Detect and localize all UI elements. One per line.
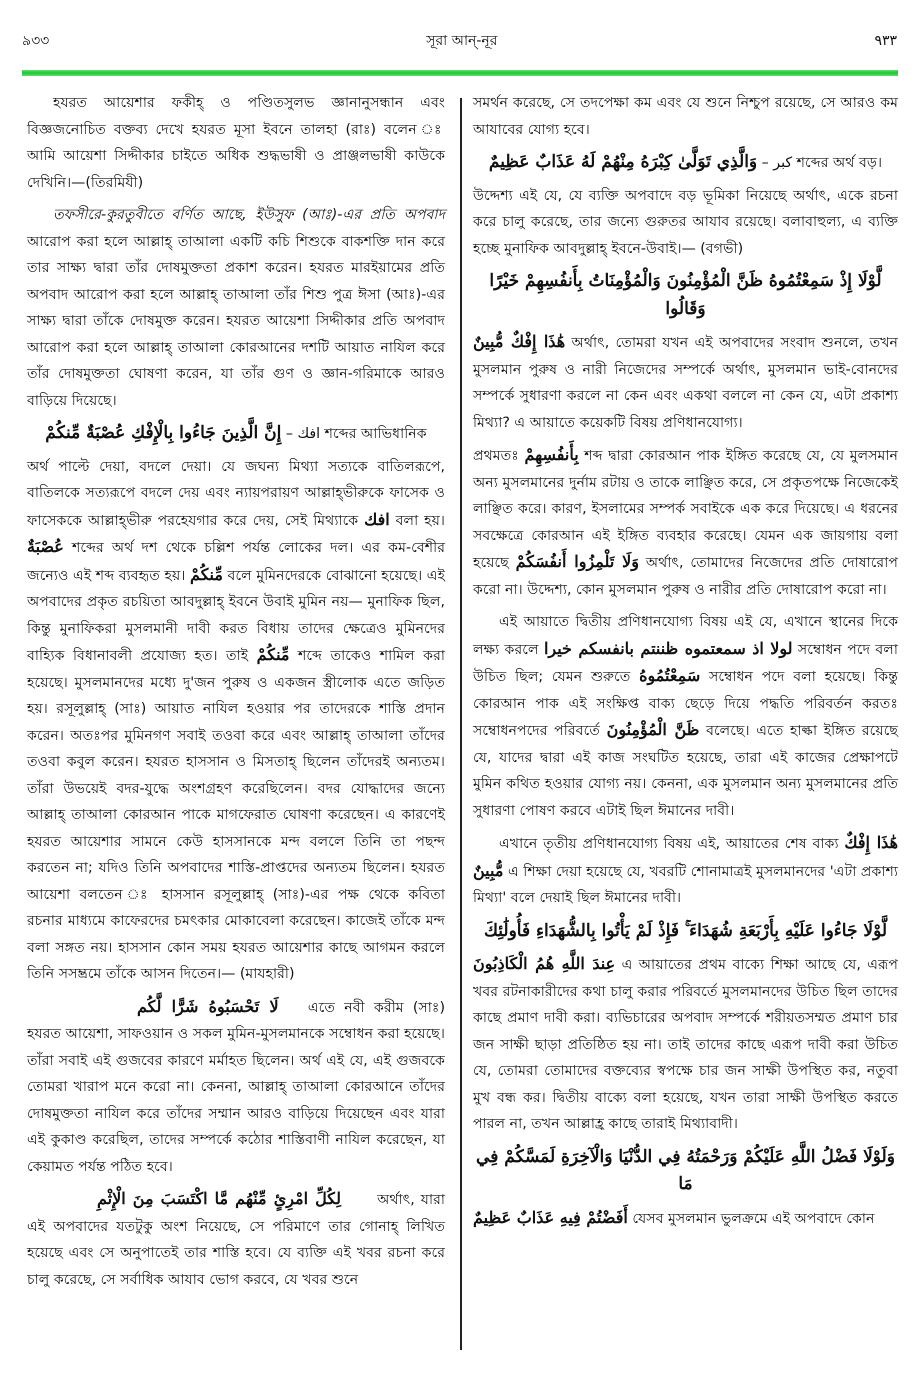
- verse-line: [473, 1144, 898, 1199]
- text: সম্বোধন পদে বলা হয়েছে। কিন্তু কোরআন পাক এই সংক্ষিপ্ত বাক্য ছেড়ে দিয়ে পদ্ধতি পরিবর্তন করতঃ সম্বোধনপদের পরিবর্তে: [473, 669, 898, 739]
- paragraph: [27, 454, 445, 988]
- arabic-word: لولا اذ سمعتموه ظننتم بانفسكم خيرا: [543, 638, 793, 658]
- text: সাফওয়ান ও সকল মুমিন-মুসলমানকে সম্বোধন করা হয়েছে। তাঁরা সবাই এই গুজবের কারণে মর্মাহত ছিলেন। অর্থ এই যে, এই গুজবকে তোমরা খারাপ মনে করো না। কেননা, আল্লাহ্ তাআলা কোরআনে তাঁদের দোষমুক্ততা নাযিল করে তাঁদের সম্মান আরও বাড়িয়ে দিয়েছেন এবং যারা এই কুকাণ্ড করেছিল, তাদের সম্পর্কে কঠোর শাস্তিবাণী নাযিল করেছেন, যা কেয়ামত পর্যন্ত পঠিত হবে।: [27, 1026, 445, 1175]
- text: এই আয়াতে দ্বিতীয় প্রণিধানযোগ্য বিষয় এই যে, এখানে স্থানের দিকে লক্ষ্য করলে: [473, 614, 898, 658]
- italic-text: তফসীরে-কুরতুবীতে বর্ণিত আছে, ইউসুফ (আঃ)-এর প্রতি অপবাদ: [53, 207, 445, 223]
- verse-note: – افك শব্দের আভিধানিক: [285, 426, 427, 442]
- paragraph: [27, 202, 445, 414]
- arabic-verse: لَّوْلَا جَاءُوا عَلَيْهِ بِأَرْبَعَةِ شُهَدَاءَ ۚ فَإِذْ لَمْ يَأْتُوا بِالشُّهَدَاءِ فَأُولَٰئِكَ: [483, 920, 888, 941]
- arabic-word: سَمِعْتُمُوهُ: [639, 666, 701, 685]
- text: এখানে তৃতীয় প্রণিধানযোগ্য বিষয় এই, আয়াতের শেষ বাক্য: [499, 836, 839, 852]
- text: সম্বোধন পদে বলা উচিত ছিল; যেমন শুরুতে: [473, 641, 898, 685]
- arabic-verse: لِكُلِّ امْرِئٍ مِّنْهُم مَّا اكْتَسَبَ مِنَ الْإِثْمِ: [97, 1189, 342, 1208]
- arabic-word: ظَنَّ الْمُؤْمِنُونَ: [606, 720, 700, 739]
- paragraph: সমর্থন করেছে, সে তদপেক্ষা কম এবং যে শুনে নিশ্চুপ রয়েছে, সে আরও কম আযাবের যোগ্য হবে।: [473, 95, 898, 138]
- verse-note: – كبر শব্দের অর্থ বড়।: [761, 155, 883, 171]
- text: এতে নবী করীম (সাঃ) হযরত আয়েশা,: [27, 999, 446, 1042]
- arabic-verse: لَا تَحْسَبُوهُ شَرًّا لَّكُم: [137, 996, 279, 1016]
- text: অর্থাৎ, যারা এই: [27, 1192, 446, 1235]
- paragraph: [473, 830, 898, 912]
- text: প্রথমতঃ: [473, 448, 519, 464]
- verse-line: [473, 918, 898, 946]
- arabic-verse: عِندَ اللَّهِ هُمُ الْكَاذِبُونَ: [473, 954, 616, 973]
- text: শব্দের অর্থ দশ থেকে চল্লিশ পর্যন্ত লোকের দল। এর কম-বেশীর জন্যেও এই শব্দ ব্যবহৃত হয়।: [27, 540, 445, 584]
- text: আরোপ করা হলে আল্লাহ্ তাআলা একটি কচি শিশুকে বাকশক্তি দান করে তার সাক্ষ্য দ্বারা তাঁর দোষমুক্ততা প্রকাশ করেন। হযরত মারইয়ামের প্রতি অপবাদ আরোপ করা হলে আল্লাহ্ তাআলা তাঁর শিশু পুত্র ঈসা (আঃ)-এর সাক্ষ্য দ্বারা তাঁকে দোষমুক্ত করেন। হযরত আয়েশা সিদ্দীকার প্রতি অপবাদ আরোপ করা হলে আল্লাহ্ তাআলা কোরআনের দশটি আয়াত নাযিল করে তাঁর দোষমুক্ততা ঘোষণা করেন, যা তাঁর গুণ ও জ্ঞান-গরিমাকে আরও বাড়িয়ে দিয়েছে।: [27, 233, 445, 409]
- paragraph: উদ্দেশ্য এই যে, যে ব্যক্তি অপবাদে বড় ভূমিকা নিয়েছে অর্থাৎ, একে রচনা করে চালু করেছে, তার জন্যে গুরুতর আযাব রয়েছে। বলাবাহুল্য, এ ব্যক্তি হচ্ছে মুনাফিক আবদুল্লাহ্ ইবনে-উবাই।— (বগভী): [473, 187, 898, 257]
- paragraph: [473, 329, 898, 436]
- arabic-verse: لَّوْلَا إِذْ سَمِعْتُمُوهُ ظَنَّ الْمُؤْمِنُونَ وَالْمُؤْمِنَاتُ بِأَنفُسِهِمْ خَيْرًا وَقَالُوا: [489, 271, 882, 319]
- surah-title: সূরা আন্-নূর: [426, 33, 498, 49]
- paragraph: [473, 609, 898, 824]
- arabic-word: مِّنكُمْ: [256, 645, 290, 664]
- text: বলেছে। এতে হাল্কা ইঙ্গিত রয়েছে যে, যাদের দ্বারা এই কাজ সংঘটিত হয়েছে, তারা এই কাজের প্রেক্ষাপটে মুমিন কথিত হওয়ার যোগ্য নয়। কেননা, এক মুসলমান অন্য মুসলমানের প্রতি সুধারণা পোষণ করবে এটাই ছিল ঈমানের দাবী।: [473, 723, 899, 819]
- verse-line: [473, 268, 898, 323]
- verse-line: [27, 420, 445, 448]
- arabic-verse: وَالَّذِي تَوَلَّىٰ كِبْرَهُ مِنْهُمْ لَهُ عَذَابٌ عَظِيمٌ: [488, 152, 758, 172]
- arabic-verse: إِنَّ الَّذِينَ جَاءُوا بِالْإِفْكِ عُصْبَةٌ مِّنكُمْ: [45, 423, 282, 443]
- paragraph: [27, 1186, 445, 1293]
- page-number-right: ۹۳۳: [874, 33, 897, 49]
- text: এ শিক্ষা দেয়া হয়েছে যে, খবরটি শোনামাত্রই মুসলমানদের 'এটা প্রকাশ্য মিথ্যা' বলে দেয়াই ছিল ঈমানের দাবী।: [473, 863, 898, 906]
- text: অর্থাৎ, তোমাদের নিজেদের প্রতি দোষারোপ করো না। উদ্দেশ্য, কোন মুসলমান পুরুষ ও নারীর প্রতি দোষারোপ করো না।: [473, 555, 898, 598]
- text: অর্থাৎ, তোমরা যখন এই অপবাদের সংবাদ শুনলে, তখন মুসলমান পুরুষ ও নারী নিজেদের সম্পর্কে অর্থাৎ, মুসলমান ভাই-বোনদের সম্পর্কে সুধারণা করলে না কেন এবং একথা বললে না কেন যে, এটা প্রকাশ্য মিথ্যা? এ আয়াতে কয়েকটি বিষয় প্রণিধানযোগ্য।: [473, 335, 899, 431]
- arabic-word: مِّنكُمْ: [190, 564, 223, 584]
- paragraph: [473, 951, 898, 1138]
- paragraph: [27, 994, 445, 1181]
- text: অপবাদের যতটুকু অংশ নিয়েছে, সে পরিমাণে তার গোনাহ্ লিখিত হয়েছে এবং সে অনুপাতেই তার শাস্তি হবে। যে ব্যক্তি এই খবর রচনা করে চালু করেছে, সে সর্বাধিক আযাব ভোগ করবে, যে খবর শুনে: [27, 1218, 445, 1288]
- header-rule: [22, 70, 898, 76]
- arabic-verse: هَٰذَا إِفْكٌ مُّبِينٌ: [473, 332, 566, 351]
- verse-line: [473, 149, 898, 177]
- page-header: [22, 28, 897, 54]
- column-divider: [460, 98, 462, 1350]
- text: অর্থ পাল্টে দেয়া, বদলে দেয়া। যে জঘন্য মিথ্যা সত্যকে বাতিলরূপে, বাতিলকে সত্যরূপে বদলে দেয় এবং ন্যায়পরায়ণ আল্লাহ্ভীরুকে ফাসেক ও ফাসেককে আল্লাহ্ভীরু পরহেযগার করে দেয়, সেই মিথ্যাকে: [27, 458, 445, 529]
- text: শব্দ দ্বারা কোরআন পাক ইঙ্গিত করেছে যে, যে মুলসমান অন্য মুসলমানের দুর্নাম রটায় ও তাকে লাঞ্ছিত করে, সে প্রকৃতপক্ষে নিজেকেই লাঞ্ছিত করে। কারণ, ইসলামের সম্পর্ক সবাইকে এক করে দিয়েছে। এ ধরনের সবক্ষেত্রে কোরআন এই ইঙ্গিত ব্যবহার করেছে। যেমন এক জায়গায় বলা হয়েছে: [473, 448, 899, 571]
- right-column: [473, 90, 898, 1238]
- arabic-word: هَٰذَا إِفْكٌ مُّبِينٌ: [473, 833, 899, 880]
- text: বলে মুমিনদেরকে বোঝানো হয়েছে। এই অপবাদের প্রকৃত রচয়িতা আবদুল্লাহ্ ইবনে উবাই মুমিন নয়— মুনাফিক ছিল, কিন্তু মুনাফিকরা মুসলমানী দাবী করত বিধায় তাদের ক্ষেত্রেও মুমিনদের বাহ্যিক বিধানাবলী প্রযোজ্য হত। তাই: [27, 567, 445, 664]
- left-column: [27, 90, 445, 1299]
- paragraph: হযরত আয়েশার ফকীহ্ ও পণ্ডিতসুলভ জ্ঞানানুসন্ধান এবং বিজ্ঞজনোচিত বক্তব্য দেখে হযরত মূসা ইবনে তালহা (রাঃ) বলেন ঃ আমি আয়েশা সিদ্দীকার চাইতে অধিক শুদ্ধভাষী ও প্রাঞ্জলভাষী কাউকে দেখিনি।—(তিরমিযী): [27, 95, 445, 191]
- arabic-word: وَلَا تَلْمِزُوا أَنفُسَكُمْ: [515, 552, 640, 571]
- page-number-left: ৯৩৩: [22, 33, 50, 49]
- arabic-word: افك: [364, 509, 390, 529]
- text: যেসব মুসলমান ভুলক্রমে এই অপবাদে কোন: [632, 1210, 875, 1227]
- text: এ আয়াতের প্রথম বাক্যে শিক্ষা আছে যে, এরূপ খবর রটনাকারীদের কথা চালু করার পরিবর্তে মুসলমানদের উচিত ছিল তাদের কাছে প্রমাণ দাবী করা। ব্যভিচারের অপবাদ সম্পর্কে শরীয়তসম্মত প্রমাণ চার জন সাক্ষী ছাড়া প্রতিষ্ঠিত হয় না। তাই তাদের কাছে এরূপ দাবী করা উচিত যে, তোমরা তোমাদের বক্তব্যের স্বপক্ষে চার জন সাক্ষী উপস্থিত কর, নতুবা মুখ বন্ধ কর। দ্বিতীয় বাক্যে বলা হয়েছে, যখন তারা সাক্ষী উপস্থিত করতে পারল না, তখন আল্লাহ্র কাছে তারাই মিথ্যাবাদী।: [473, 957, 899, 1132]
- text: বলা হয়।: [395, 512, 445, 529]
- arabic-word: عُصْبَةٌ: [27, 537, 64, 556]
- paragraph: [473, 442, 898, 603]
- arabic-verse: وَلَوْلَا فَضْلُ اللَّهِ عَلَيْكُمْ وَرَحْمَتُهُ فِي الدُّنْيَا وَالْآخِرَةِ لَمَسَّكُمْ فِي مَا: [476, 1146, 895, 1194]
- text: শব্দে তাকেও শামিল করা হয়েছে। মুসলমানদের মধ্যে দু'জন পুরুষ ও একজন স্ত্রীলোক এতে জড়িত হয়। রসূলুল্লাহ্ (সাঃ) আয়াত নাযিল হওয়ার পর তাদেরকে শাস্তি প্রদান করেন। অতঃপর মুমিনগণ সবাই তওবা করে এবং আল্লাহ্ তাআলা তাঁদের তওবা কবুল করেন। হযরত হাসসান ও মিসতাহ্ ছিলেন তাঁদেরই অন্যতম। তাঁরা উভয়েই বদর-যুদ্ধে অংশগ্রহণ করেছিলেন। বদর যোদ্ধাদের জন্যে আল্লাহ্ তাআলা কোরআন পাকে মাগফেরাত ঘোষণা করেছেন। এ কারণেই হযরত আয়েশার সামনে কেউ হাসসানকে মন্দ বললে তিনি তা পছন্দ করতেন না; যদিও তিনি অপবাদের শাস্তি-প্রাপ্তদের অন্যতম ছিলেন। হযরত আয়েশা বলতেন ঃ হাসসান রসূলুল্লাহ্ (সাঃ)-এর পক্ষ থেকে কবিতা রচনার মাধ্যমে কাফেরদের চমৎকার মোকাবেলা করেছেন। কাজেই তাঁকে মন্দ বলা সঙ্গত নয়। হাসসান কোন সময় হযরত আয়েশার কাছে আগমন করলে তিনি সসম্ভ্রমে তাঁকে আসন দিতেন।— (মাযহারী): [27, 648, 446, 982]
- paragraph: [473, 1205, 898, 1233]
- arabic-verse: أَفَضْتُمْ فِيهِ عَذَابٌ عَظِيمٌ: [473, 1207, 628, 1227]
- arabic-word: بِأَنفُسِهِمْ: [524, 445, 579, 464]
